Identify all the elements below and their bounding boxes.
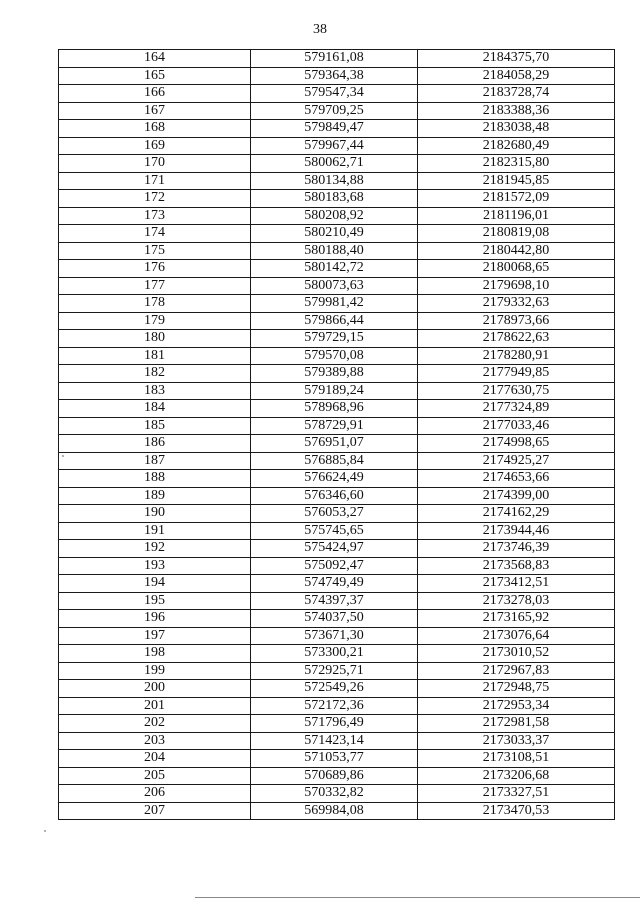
table-row: [59, 785, 615, 803]
x-coordinate-cell: 579866,44: [251, 312, 418, 330]
table-row: [59, 470, 615, 488]
point-number-cell: 207: [59, 802, 251, 820]
point-number-cell: 200: [59, 680, 251, 698]
x-coordinate-cell: 578968,96: [251, 400, 418, 418]
x-coordinate-cell: 571053,77: [251, 750, 418, 768]
y-coordinate-cell: 2178622,63: [418, 330, 615, 348]
table-row: [59, 662, 615, 680]
y-coordinate-cell: 2178280,91: [418, 347, 615, 365]
point-number-cell: 196: [59, 610, 251, 628]
x-coordinate-cell: 579709,25: [251, 102, 418, 120]
table-row: [59, 382, 615, 400]
table-row: [59, 697, 615, 715]
y-coordinate-cell: 2172967,83: [418, 662, 615, 680]
y-coordinate-cell: 2181945,85: [418, 172, 615, 190]
y-coordinate-cell: 2173412,51: [418, 575, 615, 593]
x-coordinate-cell: 574749,49: [251, 575, 418, 593]
y-coordinate-cell: 2178973,66: [418, 312, 615, 330]
point-number-cell: 187: [59, 452, 251, 470]
table-row: [59, 120, 615, 138]
y-coordinate-cell: 2183728,74: [418, 85, 615, 103]
coordinates-table: [58, 49, 615, 820]
x-coordinate-cell: 578729,91: [251, 417, 418, 435]
table-row: [59, 295, 615, 313]
table-row: [59, 50, 615, 68]
point-number-cell: 178: [59, 295, 251, 313]
point-number-cell: 182: [59, 365, 251, 383]
point-number-cell: 191: [59, 522, 251, 540]
table-row: [59, 592, 615, 610]
y-coordinate-cell: 2173470,53: [418, 802, 615, 820]
table-row: [59, 400, 615, 418]
table-row: [59, 242, 615, 260]
table-row: [59, 312, 615, 330]
table-row: [59, 172, 615, 190]
page-number: 38: [313, 22, 327, 37]
point-number-cell: 184: [59, 400, 251, 418]
coordinates-table-body: [59, 50, 615, 820]
point-number-cell: 195: [59, 592, 251, 610]
y-coordinate-cell: 2177949,85: [418, 365, 615, 383]
x-coordinate-cell: 572172,36: [251, 697, 418, 715]
x-coordinate-cell: 569984,08: [251, 802, 418, 820]
x-coordinate-cell: 572549,26: [251, 680, 418, 698]
x-coordinate-cell: 580062,71: [251, 155, 418, 173]
x-coordinate-cell: 575424,97: [251, 540, 418, 558]
table-row: [59, 207, 615, 225]
y-coordinate-cell: 2180442,80: [418, 242, 615, 260]
y-coordinate-cell: 2177324,89: [418, 400, 615, 418]
table-row: [59, 347, 615, 365]
y-coordinate-cell: 2173033,37: [418, 732, 615, 750]
point-number-cell: 171: [59, 172, 251, 190]
point-number-cell: 201: [59, 697, 251, 715]
table-row: [59, 487, 615, 505]
x-coordinate-cell: 576624,49: [251, 470, 418, 488]
y-coordinate-cell: 2173944,46: [418, 522, 615, 540]
point-number-cell: 176: [59, 260, 251, 278]
x-coordinate-cell: 575092,47: [251, 557, 418, 575]
point-number-cell: 185: [59, 417, 251, 435]
point-number-cell: 193: [59, 557, 251, 575]
x-coordinate-cell: 576885,84: [251, 452, 418, 470]
y-coordinate-cell: 2173206,68: [418, 767, 615, 785]
point-number-cell: 204: [59, 750, 251, 768]
table-row: [59, 190, 615, 208]
table-row: [59, 732, 615, 750]
x-coordinate-cell: 580183,68: [251, 190, 418, 208]
point-number-cell: 199: [59, 662, 251, 680]
x-coordinate-cell: 579547,34: [251, 85, 418, 103]
point-number-cell: 192: [59, 540, 251, 558]
scan-speck: [62, 455, 64, 457]
point-number-cell: 205: [59, 767, 251, 785]
x-coordinate-cell: 580073,63: [251, 277, 418, 295]
x-coordinate-cell: 576053,27: [251, 505, 418, 523]
x-coordinate-cell: 575745,65: [251, 522, 418, 540]
x-coordinate-cell: 570332,82: [251, 785, 418, 803]
y-coordinate-cell: 2173746,39: [418, 540, 615, 558]
x-coordinate-cell: 579364,38: [251, 67, 418, 85]
table-row: [59, 680, 615, 698]
y-coordinate-cell: 2183038,48: [418, 120, 615, 138]
point-number-cell: 167: [59, 102, 251, 120]
x-coordinate-cell: 579729,15: [251, 330, 418, 348]
y-coordinate-cell: 2173010,52: [418, 645, 615, 663]
scan-speck: [44, 830, 46, 832]
y-coordinate-cell: 2174399,00: [418, 487, 615, 505]
x-coordinate-cell: 579570,08: [251, 347, 418, 365]
y-coordinate-cell: 2172981,58: [418, 715, 615, 733]
point-number-cell: 181: [59, 347, 251, 365]
y-coordinate-cell: 2174162,29: [418, 505, 615, 523]
table-row: [59, 435, 615, 453]
point-number-cell: 173: [59, 207, 251, 225]
point-number-cell: 180: [59, 330, 251, 348]
y-coordinate-cell: 2173278,03: [418, 592, 615, 610]
table-row: [59, 417, 615, 435]
x-coordinate-cell: 580142,72: [251, 260, 418, 278]
x-coordinate-cell: 576951,07: [251, 435, 418, 453]
table-row: [59, 627, 615, 645]
y-coordinate-cell: 2180819,08: [418, 225, 615, 243]
point-number-cell: 165: [59, 67, 251, 85]
x-coordinate-cell: 580134,88: [251, 172, 418, 190]
point-number-cell: 175: [59, 242, 251, 260]
table-row: [59, 155, 615, 173]
y-coordinate-cell: 2174998,65: [418, 435, 615, 453]
y-coordinate-cell: 2177630,75: [418, 382, 615, 400]
x-coordinate-cell: 571796,49: [251, 715, 418, 733]
point-number-cell: 198: [59, 645, 251, 663]
x-coordinate-cell: 574397,37: [251, 592, 418, 610]
x-coordinate-cell: 571423,14: [251, 732, 418, 750]
table-row: [59, 225, 615, 243]
y-coordinate-cell: 2173108,51: [418, 750, 615, 768]
point-number-cell: 197: [59, 627, 251, 645]
point-number-cell: 169: [59, 137, 251, 155]
table-row: [59, 330, 615, 348]
table-row: [59, 505, 615, 523]
point-number-cell: 174: [59, 225, 251, 243]
y-coordinate-cell: 2182680,49: [418, 137, 615, 155]
x-coordinate-cell: 579161,08: [251, 50, 418, 68]
y-coordinate-cell: 2173165,92: [418, 610, 615, 628]
table-row: [59, 137, 615, 155]
point-number-cell: 188: [59, 470, 251, 488]
y-coordinate-cell: 2173327,51: [418, 785, 615, 803]
table-row: [59, 277, 615, 295]
point-number-cell: 186: [59, 435, 251, 453]
bottom-scan-edge: [195, 897, 640, 898]
table-row: [59, 802, 615, 820]
y-coordinate-cell: 2179332,63: [418, 295, 615, 313]
y-coordinate-cell: 2180068,65: [418, 260, 615, 278]
point-number-cell: 179: [59, 312, 251, 330]
table-row: [59, 67, 615, 85]
y-coordinate-cell: 2174925,27: [418, 452, 615, 470]
table-row: [59, 715, 615, 733]
x-coordinate-cell: 570689,86: [251, 767, 418, 785]
x-coordinate-cell: 580188,40: [251, 242, 418, 260]
point-number-cell: 183: [59, 382, 251, 400]
y-coordinate-cell: 2174653,66: [418, 470, 615, 488]
table-row: [59, 750, 615, 768]
point-number-cell: 194: [59, 575, 251, 593]
x-coordinate-cell: 579849,47: [251, 120, 418, 138]
x-coordinate-cell: 573671,30: [251, 627, 418, 645]
point-number-cell: 190: [59, 505, 251, 523]
y-coordinate-cell: 2173076,64: [418, 627, 615, 645]
table-row: [59, 102, 615, 120]
y-coordinate-cell: 2181196,01: [418, 207, 615, 225]
x-coordinate-cell: 580210,49: [251, 225, 418, 243]
point-number-cell: 164: [59, 50, 251, 68]
y-coordinate-cell: 2172953,34: [418, 697, 615, 715]
y-coordinate-cell: 2172948,75: [418, 680, 615, 698]
x-coordinate-cell: 579967,44: [251, 137, 418, 155]
table-row: [59, 540, 615, 558]
table-row: [59, 260, 615, 278]
table-row: [59, 365, 615, 383]
point-number-cell: 168: [59, 120, 251, 138]
x-coordinate-cell: 573300,21: [251, 645, 418, 663]
table-row: [59, 575, 615, 593]
x-coordinate-cell: 574037,50: [251, 610, 418, 628]
x-coordinate-cell: 579981,42: [251, 295, 418, 313]
point-number-cell: 189: [59, 487, 251, 505]
y-coordinate-cell: 2184375,70: [418, 50, 615, 68]
y-coordinate-cell: 2173568,83: [418, 557, 615, 575]
point-number-cell: 166: [59, 85, 251, 103]
point-number-cell: 170: [59, 155, 251, 173]
table-row: [59, 557, 615, 575]
table-row: [59, 610, 615, 628]
table-row: [59, 85, 615, 103]
x-coordinate-cell: 576346,60: [251, 487, 418, 505]
point-number-cell: 203: [59, 732, 251, 750]
point-number-cell: 206: [59, 785, 251, 803]
table-row: [59, 452, 615, 470]
x-coordinate-cell: 572925,71: [251, 662, 418, 680]
point-number-cell: 177: [59, 277, 251, 295]
table-row: [59, 645, 615, 663]
y-coordinate-cell: 2183388,36: [418, 102, 615, 120]
y-coordinate-cell: 2177033,46: [418, 417, 615, 435]
y-coordinate-cell: 2179698,10: [418, 277, 615, 295]
x-coordinate-cell: 579189,24: [251, 382, 418, 400]
table-row: [59, 767, 615, 785]
x-coordinate-cell: 580208,92: [251, 207, 418, 225]
y-coordinate-cell: 2181572,09: [418, 190, 615, 208]
table-row: [59, 522, 615, 540]
point-number-cell: 172: [59, 190, 251, 208]
point-number-cell: 202: [59, 715, 251, 733]
x-coordinate-cell: 579389,88: [251, 365, 418, 383]
y-coordinate-cell: 2182315,80: [418, 155, 615, 173]
y-coordinate-cell: 2184058,29: [418, 67, 615, 85]
